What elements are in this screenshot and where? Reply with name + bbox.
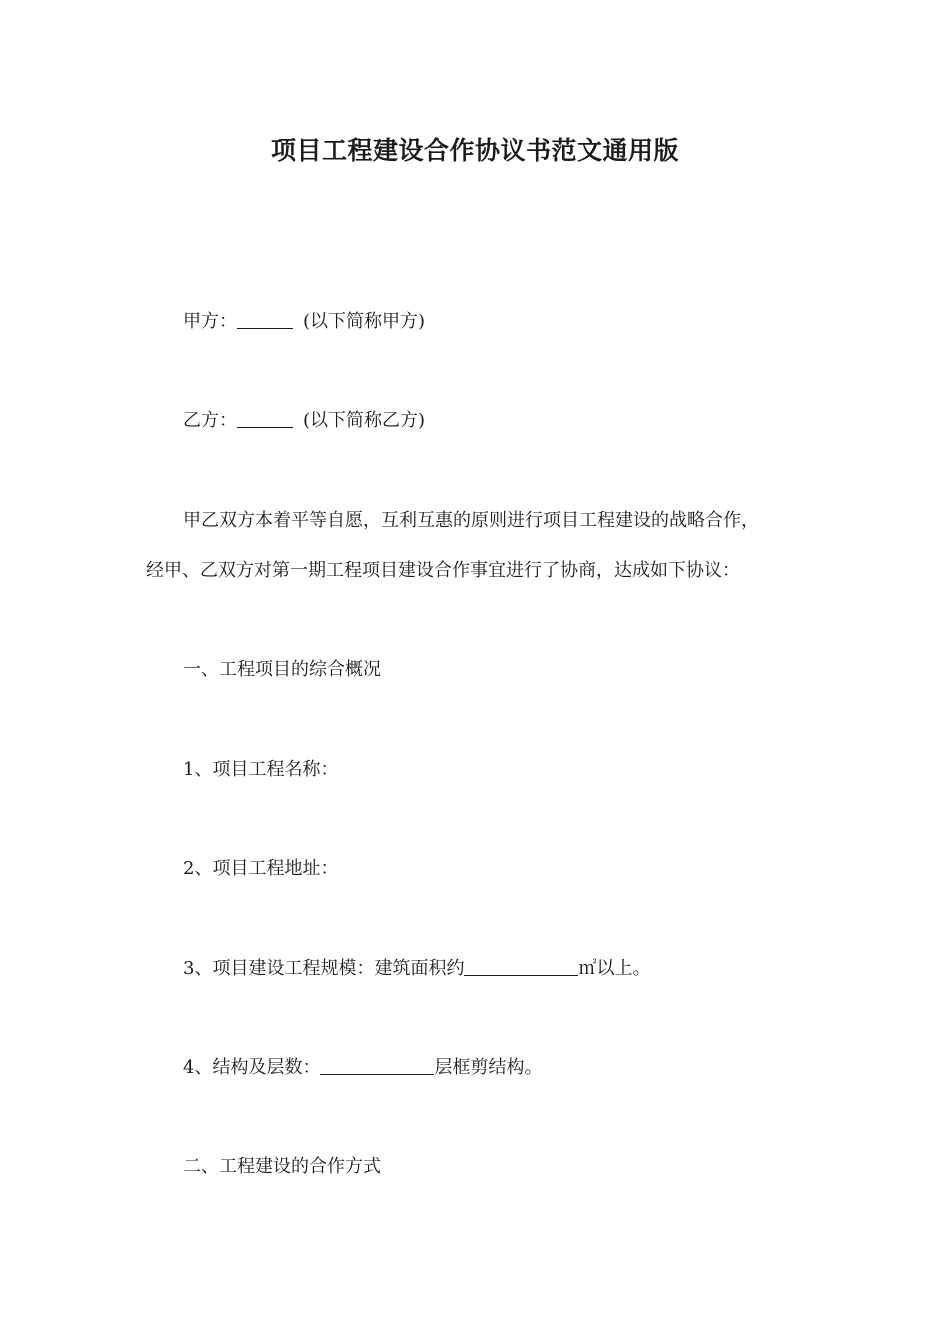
party-b-note: (以下简称乙方) bbox=[303, 410, 426, 431]
structure-prefix: 4、结构及层数： bbox=[183, 1057, 321, 1078]
floors-blank bbox=[320, 1056, 434, 1075]
party-b-blank bbox=[237, 409, 293, 428]
party-a-blank bbox=[237, 310, 293, 329]
structure-line bbox=[183, 1055, 542, 1081]
project-scale-suffix: ㎡以上。 bbox=[578, 958, 651, 979]
intro-line-2: 经甲、乙双方对第一期工程项目建设合作事宜进行了协商，达成如下协议： bbox=[146, 560, 740, 581]
party-a-line bbox=[183, 309, 425, 335]
project-scale-prefix: 3、项目建设工程规模：建筑面积约 bbox=[183, 958, 465, 979]
structure-suffix: 层框剪结构。 bbox=[434, 1057, 543, 1078]
section2-heading: 二、工程建设的合作方式 bbox=[183, 1156, 381, 1177]
project-scale-line bbox=[183, 956, 650, 982]
party-b-label: 乙方： bbox=[183, 410, 237, 431]
intro-line-1: 甲乙双方本着平等自愿，互利互惠的原则进行项目工程建设的战略合作， bbox=[183, 510, 759, 531]
party-a-note: (以下简称甲方) bbox=[303, 311, 426, 332]
party-a-label: 甲方： bbox=[183, 311, 237, 332]
project-address-line: 2、项目工程地址： bbox=[183, 858, 339, 879]
area-blank bbox=[464, 957, 578, 976]
document-title: 项目工程建设合作协议书范文通用版 bbox=[270, 136, 679, 165]
section1-heading: 一、工程项目的综合概况 bbox=[183, 659, 381, 680]
project-name-line: 1、项目工程名称： bbox=[183, 759, 339, 780]
party-b-line bbox=[183, 408, 425, 434]
